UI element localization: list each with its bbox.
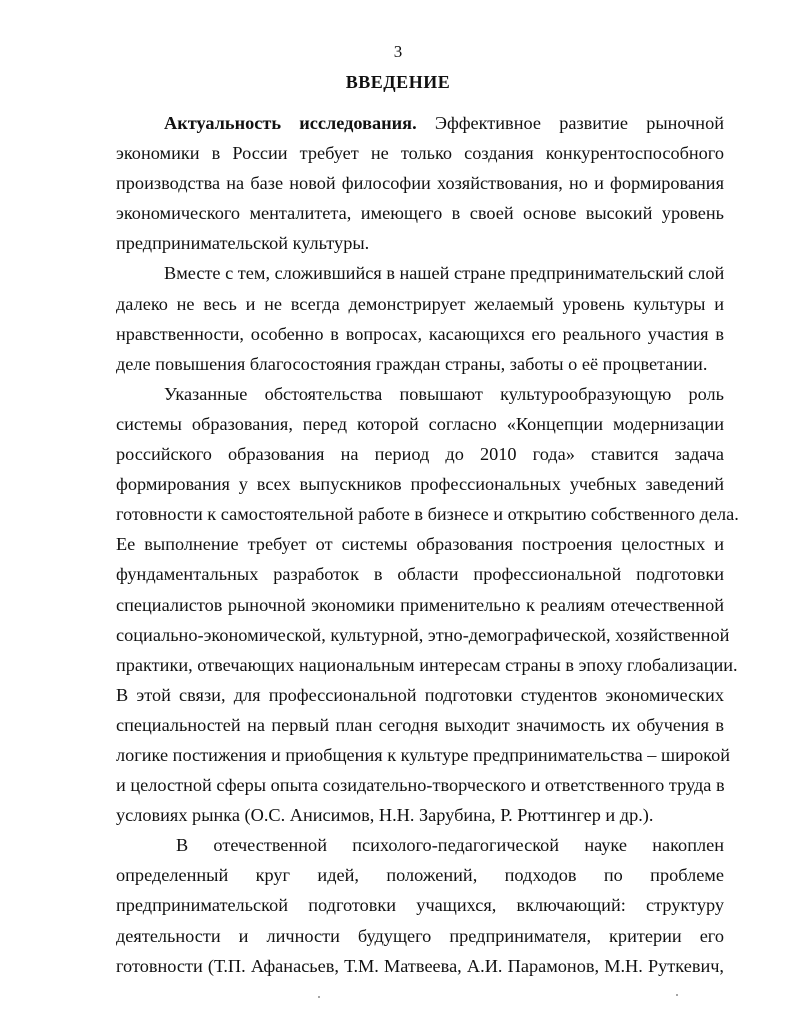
- text-line: Ее выполнение требует от системы образования построения целостных и: [116, 534, 724, 555]
- text-line: условиях рынка (О.С. Анисимов, Н.Н. Зарубина, Р. Рюттингер и др.).: [116, 805, 654, 826]
- text-line: определенный круг идей, положений, подходов по проблеме: [116, 865, 724, 886]
- text-line: социально-экономической, культурной, этно-демографической, хозяйственной: [116, 624, 730, 645]
- text-line: предпринимательской культуры.: [116, 233, 370, 254]
- text-line: производства на базе новой философии хозяйствования, но и формирования: [116, 173, 724, 194]
- paragraph: [116, 258, 724, 378]
- text-line: Указанные обстоятельства повышают культурообразующую роль: [164, 383, 724, 404]
- text-line: логике постижения и приобщения к культуре предпринимательства – широкой: [116, 744, 731, 765]
- paragraph-relevance: [116, 108, 724, 258]
- paragraph-lead: Актуальность исследования.: [164, 113, 417, 133]
- text-line: специалистов рыночной экономики применительно к реалиям отечественной: [116, 594, 724, 615]
- text-line: деятельности и личности будущего предпринимателя, критерии его: [116, 925, 724, 946]
- text-line: практики, отвечающих национальным интересам страны в эпоху глобализации.: [116, 654, 738, 675]
- text-line: Вместе с тем, сложившийся в нашей стране предпринимательский слой: [164, 263, 725, 284]
- text-line: российского образования на период до 2010 года» ставится задача: [116, 444, 724, 465]
- text-line: и целостной сферы опыта созидательно-творческого и ответственного труда в: [116, 775, 725, 796]
- text-line: предпринимательской подготовки учащихся, включающий: структуру: [116, 895, 724, 916]
- text-line: готовности к самостоятельной работе в бизнесе и открытию собственного дела.: [116, 504, 739, 525]
- text-line: системы образования, перед которой согласно «Концепции модернизации: [116, 413, 724, 434]
- text-line: экономики в России требует не только создания конкурентоспособного: [116, 143, 724, 164]
- text-line: нравственности, особенно в вопросах, касающихся его реального участия в: [116, 323, 724, 344]
- paragraph: [116, 830, 724, 980]
- page-number: 3: [393, 42, 403, 61]
- paragraph: [116, 379, 739, 830]
- text-line: специальностей на первый план сегодня выходит значимость их обучения в: [116, 714, 724, 735]
- scan-speck: [318, 996, 320, 998]
- scan-speck: [676, 994, 678, 996]
- text-line: формирования у всех выпускников профессиональных учебных заведений: [116, 474, 724, 495]
- text-line: экономического менталитета, имеющего в своей основе высокий уровень: [116, 203, 724, 224]
- text-line: далеко не весь и не всегда демонстрирует желаемый уровень культуры и: [116, 293, 724, 314]
- text-line: готовности (Т.П. Афанасьев, Т.М. Матвеева, А.И. Парамонов, М.Н. Руткевич,: [116, 955, 724, 976]
- text-line: В отечественной психолого-педагогической науке накоплен: [176, 835, 724, 856]
- text-line: деле повышения благосостояния граждан страны, заботы о её процветании.: [116, 353, 708, 374]
- page-title: ВВЕДЕНИЕ: [345, 72, 451, 92]
- body-text: [116, 108, 739, 981]
- text-line: фундаментальных разработок в области профессиональной подготовки: [116, 564, 724, 585]
- text-line: В этой связи, для профессиональной подготовки студентов экономических: [116, 684, 724, 705]
- text-line: Актуальность исследования. Эффективное развитие рыночной: [164, 113, 724, 133]
